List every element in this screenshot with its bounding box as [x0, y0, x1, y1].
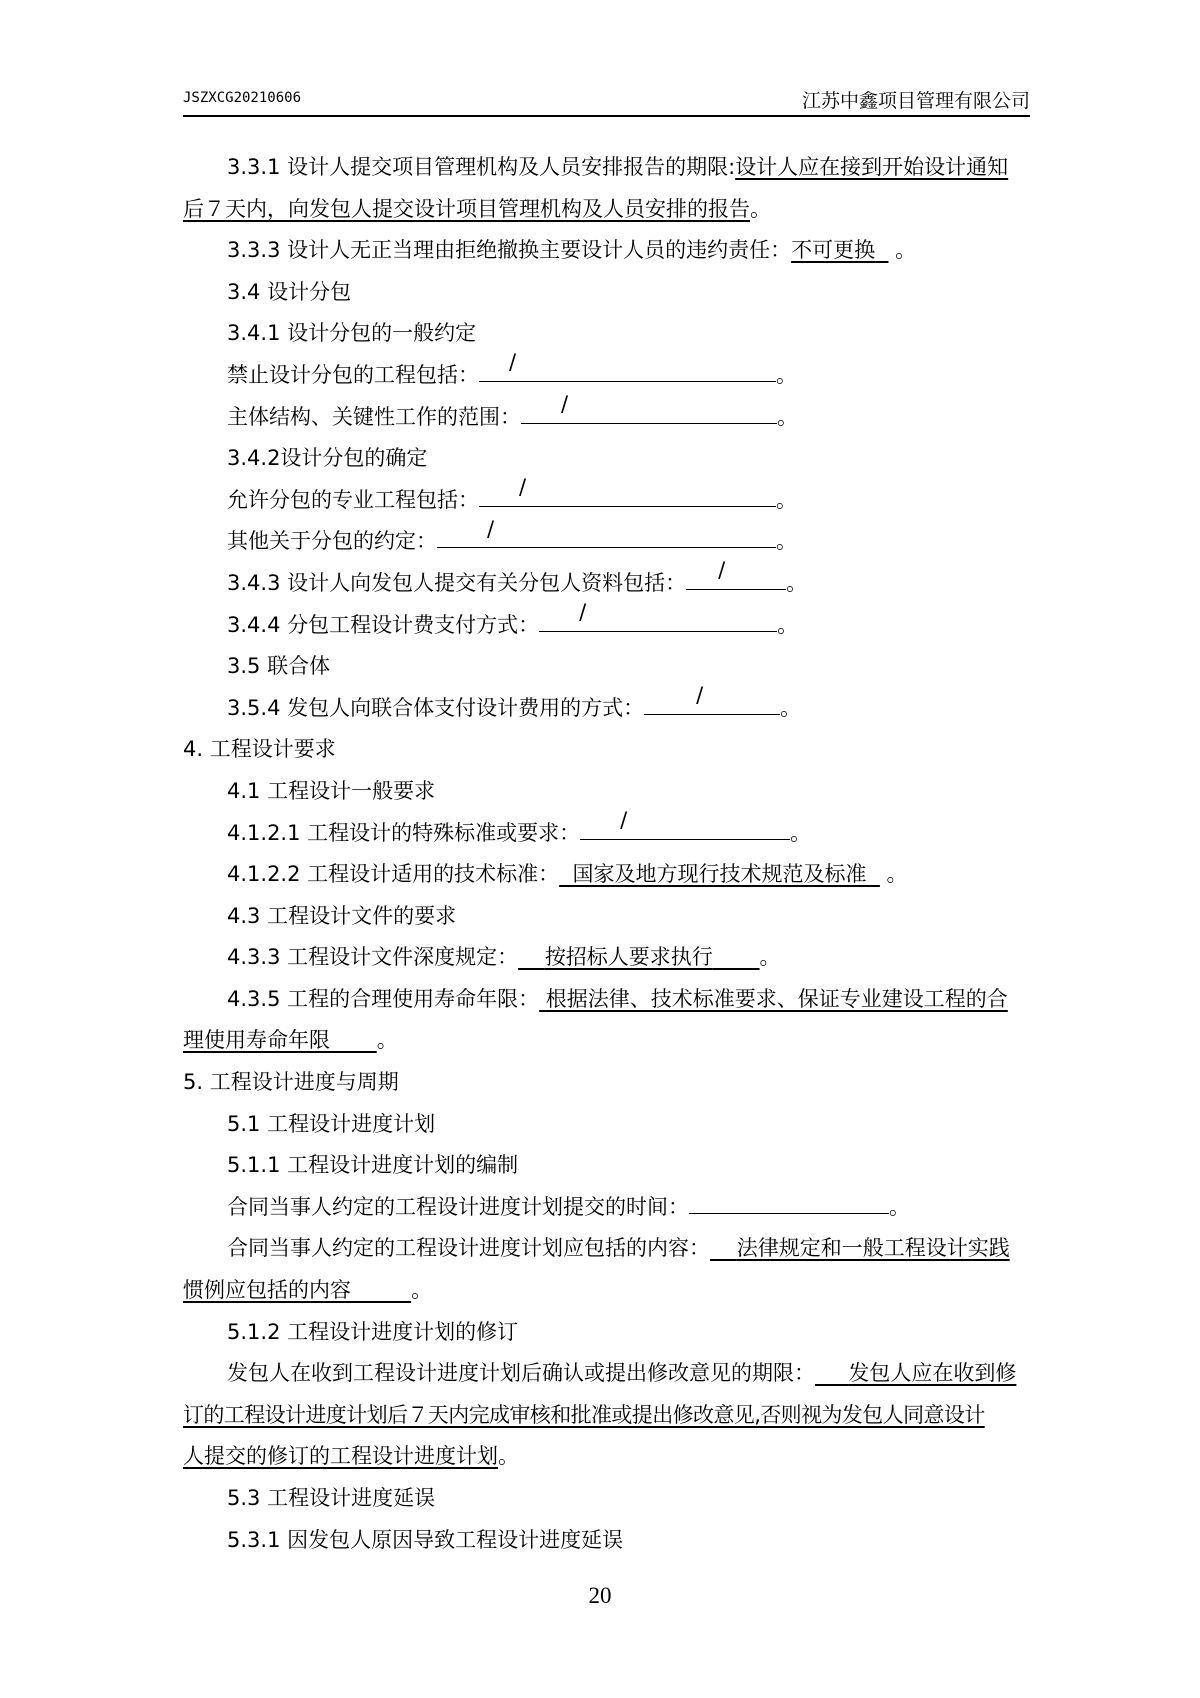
fill-blank: / — [521, 401, 777, 424]
fill-blank — [689, 1191, 889, 1214]
clause-4-3-5-cont: 理使用寿命年限 。 — [183, 1028, 398, 1053]
company-name: 江苏中鑫项目管理有限公司 — [801, 90, 1030, 112]
clause-5-1-1: 5.1.1 工程设计进度计划的编制 — [227, 1153, 519, 1178]
clause-revision-period-cont-2: 人提交的修订的工程设计进度计划。 — [183, 1444, 519, 1469]
clause-schedule-content-cont: 惯例应包括的内容 。 — [183, 1278, 433, 1303]
fill-value: 理使用寿命年限 — [183, 1028, 330, 1053]
section-3-4: 3.4 设计分包 — [227, 279, 352, 304]
clause-3-3-1: 3.3.1 设计人提交项目管理机构及人员安排报告的期限:设计人应在接到开始设计通知 — [227, 155, 1009, 179]
clause-other-subcontract: 其他关于分包的约定： / 。 — [227, 516, 797, 554]
clause-3-5-4: 3.5.4 发包人向联合体支付设计费用的方式： / 。 — [227, 683, 802, 720]
clause-5-3-1: 5.3.1 因发包人原因导致工程设计进度延误 — [227, 1527, 624, 1552]
fill-value: 惯例应包括的内容 — [183, 1278, 351, 1303]
fill-blank: / — [644, 692, 780, 715]
clause-prohibited-subcontract: 禁止设计分包的工程包括： / 。 — [227, 350, 797, 387]
fill-blank: / — [479, 484, 776, 507]
clause-3-4-1: 3.4.1 设计分包的一般约定 — [227, 321, 477, 346]
fill-value: 按招标人要求执行 — [544, 945, 713, 970]
clause-5-1-2: 5.1.2 工程设计进度计划的修订 — [227, 1319, 519, 1344]
fill-value: 发包人应在收到修 — [848, 1361, 1017, 1386]
clause-4-3-3: 4.3.3 工程设计文件深度规定： 按招标人要求执行 。 — [227, 945, 781, 970]
clause-4-1-2-1: 4.1.2.1 工程设计的特殊标准或要求： / 。 — [227, 807, 812, 845]
clause-3-3-1-cont: 后７天内，向发包人提交设计项目管理机构及人员安排的报告。 — [183, 196, 771, 221]
clause-3-4-3: 3.4.3 设计人向发包人提交有关分包人资料包括： / 。 — [227, 558, 808, 595]
clause-revision-period: 发包人在收到工程设计进度计划后确认或提出修改意见的期限： 发包人应在收到修 — [227, 1361, 1017, 1386]
clause-revision-period-cont — [183, 1395, 1030, 1437]
clause-schedule-submit-time: 合同当事人约定的工程设计进度计划提交的时间： 。 — [183, 1187, 1030, 1229]
section-5-3: 5.3 工程设计进度延误 — [227, 1486, 436, 1510]
fill-blank: / — [580, 817, 790, 840]
clause-allowed-subcontract: 允许分包的专业工程包括： / 。 — [227, 475, 797, 512]
clause-schedule-content: 合同当事人约定的工程设计进度计划应包括的内容： 法律规定和一般工程设计实践 — [227, 1236, 1010, 1261]
clause-4-3-5: 4.3.5 工程的合理使用寿命年限： 根据法律、技术标准要求、保证专业建设工程的合 — [227, 986, 1008, 1011]
page-number: 20 — [588, 1583, 612, 1608]
fill-value: 根据法律、技术标准要求、保证专业建设工程的合 — [545, 986, 1008, 1011]
chapter-4-title: 4. 工程设计要求 — [183, 737, 336, 762]
fill-value: 设计人应在接到开始设计通知 — [735, 155, 1009, 179]
fill-blank: / — [539, 609, 777, 632]
clause-3-3-3: 3.3.3 设计人无正当理由拒绝撤换主要设计人员的违约责任：不可更换 。 — [227, 238, 917, 263]
chapter-5-title: 5. 工程设计进度与周期 — [183, 1070, 399, 1095]
fill-value: 法律规定和一般工程设计实践 — [736, 1236, 1010, 1261]
section-3-5: 3.5 联合体 — [227, 654, 331, 679]
document-body — [183, 147, 1030, 1561]
clause-3-4-4: 3.4.4 分包工程设计费支付方式： / 。 — [227, 599, 799, 637]
clause-3-4-2: 3.4.2设计分包的确定 — [227, 446, 428, 471]
fill-blank: / — [437, 525, 776, 548]
fill-value: 订的工程设计进度计划后７天内完成审核和批准或提出修改意见,否则视为发包人同意设计 — [183, 1402, 985, 1427]
fill-value: 后７天内，向发包人提交设计项目管理机构及人员安排的报告 — [183, 196, 750, 221]
header-rule — [183, 115, 1030, 117]
fill-value: 人提交的修订的工程设计进度计划 — [183, 1444, 498, 1469]
section-4-3: 4.3 工程设计文件的要求 — [227, 903, 457, 928]
fill-value: 国家及地方现行技术规范及标准 — [572, 862, 867, 887]
fill-blank: / — [686, 567, 786, 590]
clause-main-structure-scope: 主体结构、关键性工作的范围： / 。 — [227, 391, 798, 429]
fill-blank: / — [479, 359, 776, 382]
fill-value: 不可更换 — [791, 238, 876, 263]
section-4-1: 4.1 工程设计一般要求 — [227, 778, 436, 803]
section-5-1: 5.1 工程设计进度计划 — [227, 1111, 436, 1136]
document-code: JSZXCG20210606 — [183, 90, 302, 106]
clause-4-1-2-2: 4.1.2.2 工程设计适用的技术标准： 国家及地方现行技术规范及标准 。 — [227, 862, 908, 887]
